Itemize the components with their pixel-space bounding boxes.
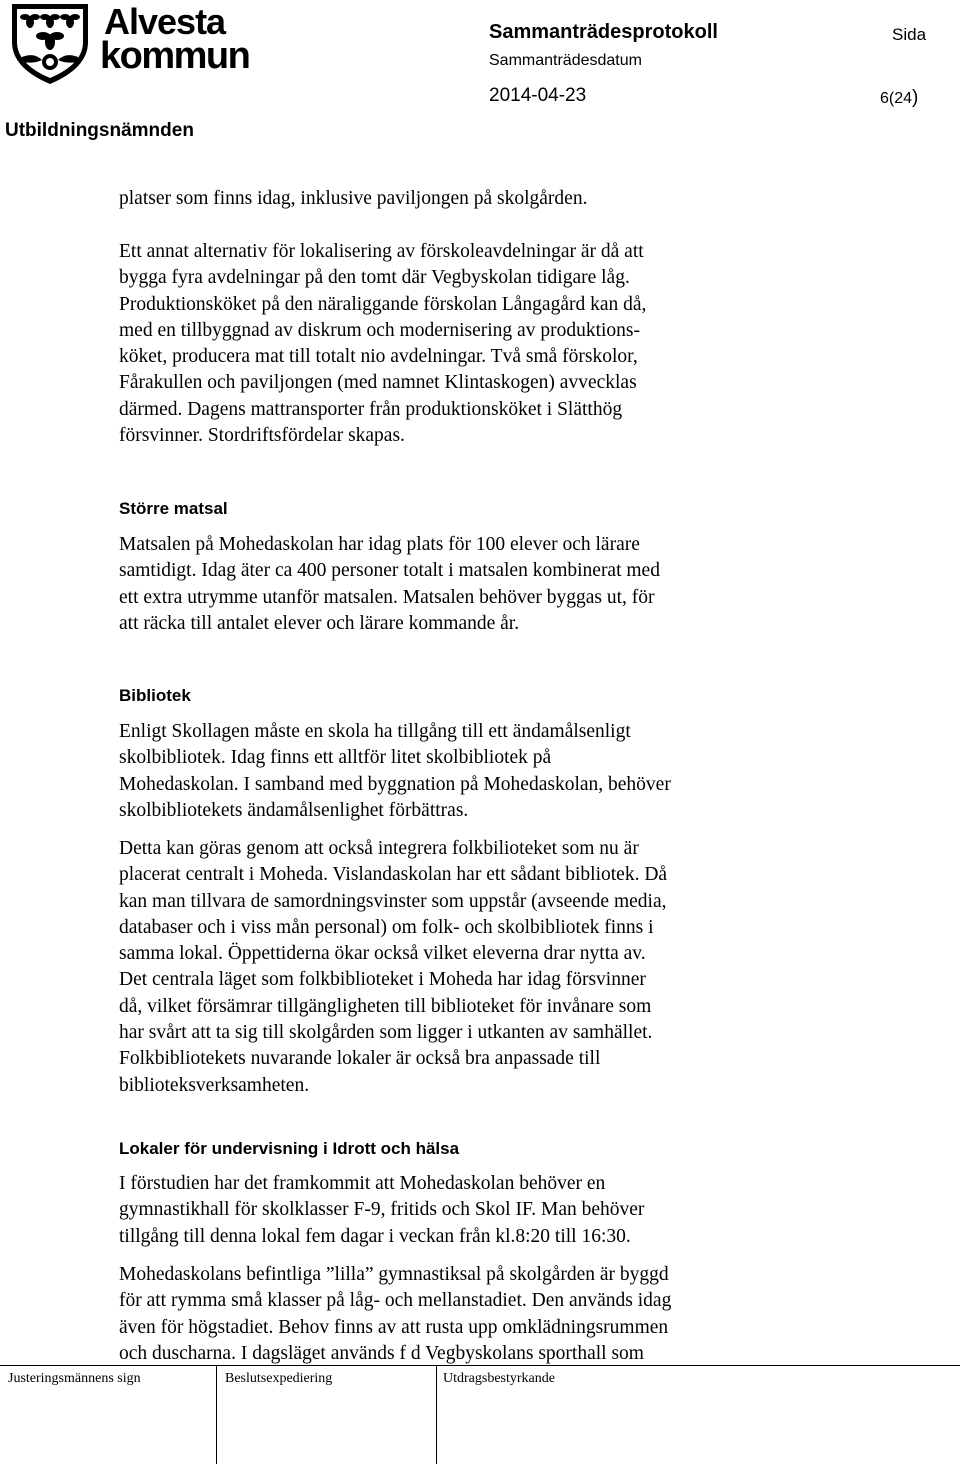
text-line: Folkbibliotekets nuvarande lokaler är också bra anpassade till (119, 1048, 601, 1070)
paragraph-library-1 (119, 719, 779, 824)
text-line: gymnastikhall för skolklasser F-9, fritids och Skol IF. Man behöver (119, 1199, 645, 1221)
text-line: samma lokal. Öppettiderna ökar också vilket eleverna drar nytta av. (119, 943, 646, 965)
footer-signature-cell (0, 1365, 216, 1464)
section-heading-library: Bibliotek (119, 686, 191, 705)
text-line: därmed. Dagens mattransporter från produktionsköket i Slätthög (119, 398, 623, 420)
text-line: Produktionsköket på den näraliggande förskolan Långagård kan då, (119, 293, 647, 315)
meeting-date: 2014-04-23 (489, 85, 587, 106)
text-line: köket, producera mat till totalt nio avdelningar. Två små förskolor, (119, 346, 638, 368)
text-line: skolbibliotekets ändamålsenlighet förbättras. (119, 799, 469, 821)
text-line: I förstudien har det framkommit att Mohedaskolan behöver en (119, 1173, 606, 1194)
text-line: Matsalen på Mohedaskolan har idag plats för 100 elever och lärare (119, 534, 640, 555)
text-line: tillgång till denna lokal fem dagar i veckan från kl.8:20 till 16:30. (119, 1225, 631, 1247)
dispatch-label: Beslutsexpediering (225, 1371, 333, 1386)
text-line: försvinner. Stordriftsfördelar skapas. (119, 425, 405, 447)
paragraph-dining-hall (119, 532, 779, 637)
text-line: med en tillbyggnad av diskrum och modernisering av produktions- (119, 319, 640, 341)
text-line: Det centrala läget som folkbiblioteket i Moheda har idag försvinner (119, 969, 646, 991)
text-line: Mohedaskolans befintliga ”lilla” gymnastiksal på skolgården är byggd (119, 1264, 669, 1285)
text-line: att räcka till antalet elever och lärare kommande år. (119, 612, 520, 634)
signature-label: Justeringsmännens sign (8, 1371, 141, 1386)
paragraph-intro (119, 186, 779, 212)
section-heading-dining-hall: Större matsal (119, 499, 228, 518)
text-line: då, vilket försämrar tillgängligheten till biblioteket för invånare som (119, 995, 652, 1017)
text-line: samtidigt. Idag äter ca 400 personer totalt i matsalen kombinerat med (119, 560, 660, 582)
text-line: och duscharna. I dagsläget används f d Vegbyskolans sporthall som (119, 1342, 644, 1364)
certification-label: Utdragsbestyrkande (443, 1371, 555, 1386)
protocol-title: Sammanträdesprotokoll (489, 21, 718, 43)
page-number-close: ) (912, 87, 919, 108)
logo-text-line2: kommun (100, 35, 250, 77)
paragraph-preschool-alternative (119, 239, 779, 449)
text-line: biblioteksverksamheten. (119, 1074, 310, 1096)
text-line: Fårakullen och paviljongen (med namnet Klintaskogen) avvecklas (119, 372, 637, 394)
text-line: har svårt att ta sig till skolgården som ligger i utkanten av samhället. (119, 1022, 653, 1044)
municipal-crest-icon (8, 2, 92, 86)
text-line: Ett annat alternativ för lokalisering av förskoleavdelningar är då att (119, 241, 644, 262)
page-number-value: 6(24 (880, 90, 913, 107)
meeting-date-label: Sammanträdesdatum (489, 52, 642, 69)
logo-text-line1: Alvesta (104, 1, 226, 42)
text-line: Detta kan göras genom att också integrera folkbilioteket som nu är (119, 838, 639, 859)
page-label: Sida (892, 25, 927, 44)
text-line: bygga fyra avdelningar på den tomt där Vegbyskolan tidigare låg. (119, 267, 630, 289)
committee-name: Utbildningsnämnden (5, 120, 194, 141)
municipality-logo (8, 1, 250, 86)
text-line: ett extra utrymme utanför matsalen. Matsalen behöver byggas ut, för (119, 586, 655, 608)
paragraph-library-2 (119, 836, 779, 1099)
text-line: Enligt Skollagen måste en skola ha tillgång till ett ändamålsenligt (119, 721, 631, 742)
section-heading-physical-education: Lokaler för undervisning i Idrott och hälsa (119, 1139, 460, 1158)
footer-certification-cell (436, 1365, 960, 1464)
paragraph-pe-2 (119, 1262, 779, 1367)
footer-dispatch-cell (216, 1365, 437, 1464)
text-line: för att rymma små klasser på låg- och mellanstadiet. Den används idag (119, 1290, 672, 1312)
page-number (880, 87, 918, 109)
text-line: skolbibliotek. Idag finns ett alltför litet skolbibliotek på (119, 747, 552, 769)
text-line: databaser och i viss mån personal) om folk- och skolbibliotek finns i (119, 916, 654, 938)
paragraph-pe-1 (119, 1171, 779, 1250)
text-line: kan man tillvara de samordningsvinster som uppstår (avseende media, (119, 890, 667, 912)
text-line: Mohedaskolan. I samband med byggnation på Mohedaskolan, behöver (119, 773, 671, 795)
text-line: platser som finns idag, inklusive paviljongen på skolgården. (119, 188, 588, 209)
text-line: även för högstadiet. Behov finns av att rusta upp omklädningsrummen (119, 1316, 669, 1338)
text-line: placerat centralt i Moheda. Vislandaskolan har ett sådant bibliotek. Då (119, 864, 668, 886)
